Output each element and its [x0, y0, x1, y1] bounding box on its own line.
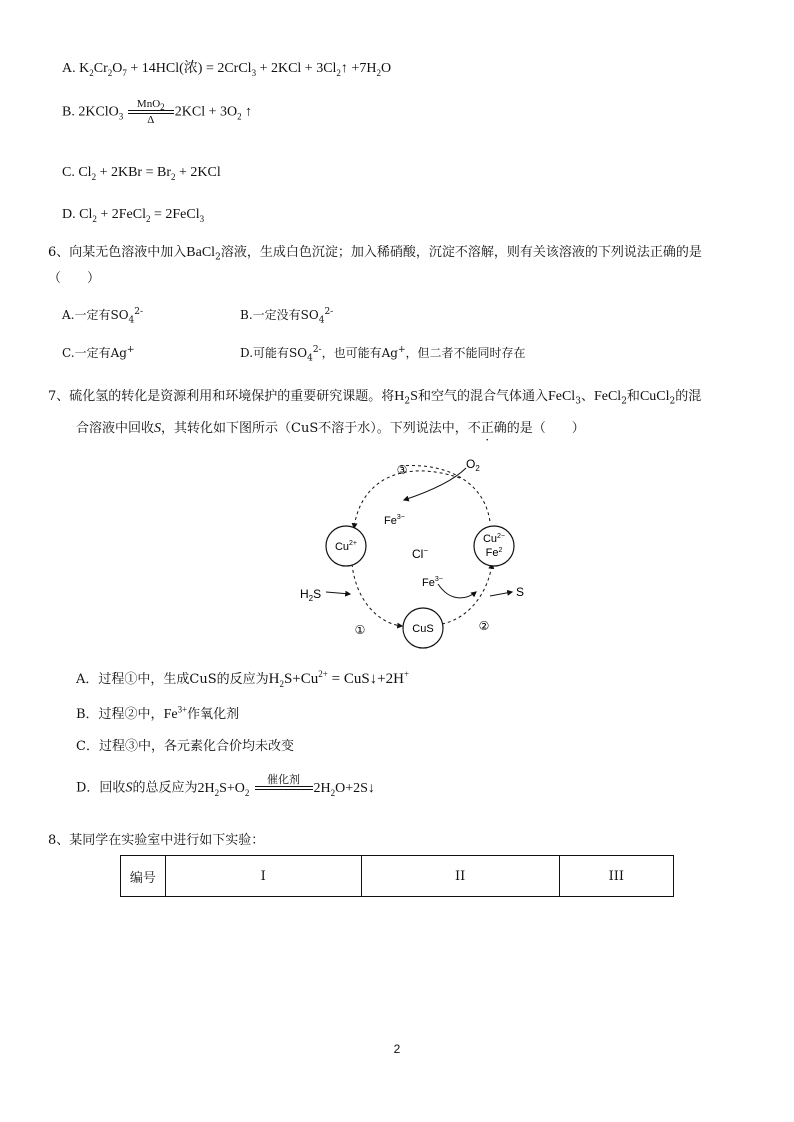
q7-option-b: B．过程②中，$Fe^{3+}$作氧化剂	[76, 704, 240, 722]
cl-label: Cl−	[412, 546, 429, 561]
catalyst-condition: 催化剂	[255, 774, 313, 803]
cus-label: CuS	[412, 623, 434, 635]
step1-label: ①	[354, 623, 366, 637]
h2s-label: $H_2S$	[300, 587, 322, 603]
table-row	[121, 856, 674, 897]
page-number: 2	[393, 1042, 401, 1056]
reaction-condition: MnO$_2$ Δ	[128, 98, 174, 127]
arc-bottom-left	[352, 564, 402, 626]
q6-answer-paren: （ ）	[48, 271, 101, 286]
q5-option-b: B. 2KClO$_3$ MnO$_2$ Δ $2KCl + 3O_2$ ↑	[62, 98, 253, 126]
step3-label: ③	[396, 463, 408, 477]
s-arrow	[490, 592, 512, 596]
q6-option-c: C.一定有Ag+	[62, 345, 135, 360]
h2s-arrow	[326, 592, 350, 594]
q6-option-b: B.一定没有$SO_4^{2-}$	[240, 307, 334, 326]
cufe-circle	[474, 526, 514, 566]
q7-stem-line2: 合溶液中回收S，其转化如下图所示（CuS不溶于水）。下列说法中，不正确的是（ ）	[76, 421, 585, 436]
o2-arrow	[404, 468, 466, 500]
emphasis-text: 不正确	[467, 421, 507, 436]
q8-stem: 8、某同学在实验室中进行如下实验：	[48, 833, 265, 848]
q5-option-c: C. $Cl_2 + 2KBr = Br_2 + 2KCl$	[62, 165, 221, 182]
fe-bottom-label: $Fe^{3-}$	[422, 576, 443, 589]
cufe-bottom-label: Fe$^2$	[485, 547, 503, 559]
q6-stem: 6、向某无色溶液中加入BaCl$_2$溶液，生成白色沉淀；加入稀硝酸，沉淀不溶解，则有关该溶液的下列说法正确的是	[48, 245, 702, 263]
s-label: S	[516, 585, 525, 599]
cufe-top-label: $Cu^{2-}$	[482, 533, 506, 545]
o2-label: $O_2$	[466, 457, 480, 473]
cycle-diagram	[290, 452, 550, 652]
table-header-cell: I	[165, 856, 361, 897]
q6-option-a: A.一定有$SO_4^{2-}$	[62, 307, 144, 326]
table-header-cell: 编号	[121, 856, 166, 897]
q7-option-d: D．回收S的总反应为$2H_2S+O_2$ 催化剂 $2H_2O+2S↓$	[76, 774, 375, 803]
step2-label: ②	[478, 619, 490, 633]
q5-option-a: A. $K_2Cr_2O_7 + 14HCl$(浓) = 2CrCl$_3$ + $2KCl + 3Cl_2↑ +7H_2O$	[62, 61, 392, 78]
q5-option-d: D. $Cl_2$ + 2FeCl$_2$ = 2FeCl$_3$	[62, 207, 205, 224]
q7-option-c: C．过程③中，各元素化合价均未改变	[76, 739, 294, 754]
fe-top-label: $Fe^{3-}$	[384, 514, 405, 527]
q6-option-d: D.可能有$SO_4^{2-}$，也可能有Ag+，但二者不能同时存在	[240, 345, 526, 364]
q7-stem-line1: 7、硫化氢的转化是资源利用和环境保护的重要研究课题。将$H_2S$和空气的混合气体通入FeCl$_3$、FeCl$_2$和CuCl$_2$的混	[48, 389, 702, 407]
cu-label: $Cu^{2+}$	[334, 540, 358, 553]
fe-arrow	[438, 584, 476, 598]
arc-bottom-right	[442, 564, 492, 624]
arc-top-right	[400, 466, 490, 522]
table-header-cell: II	[361, 856, 559, 897]
q7-option-a: A．过程①中，生成CuS的反应为$H_2S+Cu^{2+}$ = CuS↓+2H+	[76, 669, 410, 689]
experiment-table	[120, 855, 674, 897]
table-header-cell: III	[559, 856, 673, 897]
